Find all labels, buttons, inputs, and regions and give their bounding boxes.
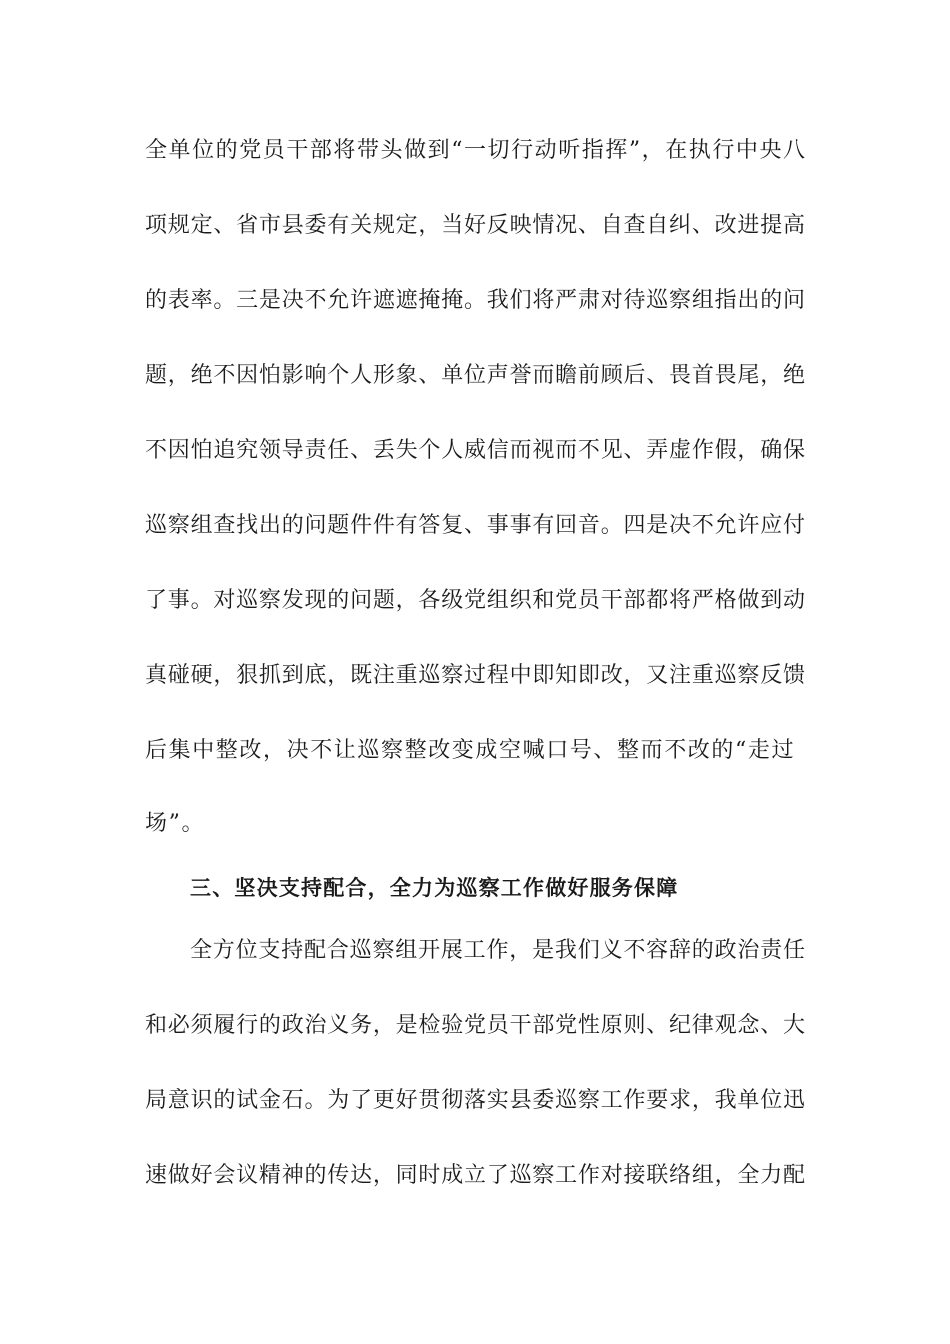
text-line: 题，绝不因怕影响个人形象、单位声誉而瞻前顾后、畏首畏尾，绝 <box>145 363 805 388</box>
text-line: 场”。 <box>145 811 206 836</box>
text-line: 速做好会议精神的传达，同时成立了巡察工作对接联络组，全力配 <box>145 1163 805 1188</box>
section-heading: 三、坚决支持配合，全力为巡察工作做好服务保障 <box>190 876 679 900</box>
text-line: 局意识的试金石。为了更好贯彻落实县委巡察工作要求，我单位迅 <box>145 1088 805 1113</box>
text-line: 的表率。三是决不允许遮遮掩掩。我们将严肃对待巡察组指出的问 <box>145 288 805 313</box>
text-line: 不因怕追究领导责任、丢失个人威信而视而不见、弄虚作假，确保 <box>145 438 805 463</box>
text-line: 了事。对巡察发现的问题，各级党组织和党员干部都将严格做到动 <box>145 588 805 613</box>
text-line: 和必须履行的政治义务，是检验党员干部党性原则、纪律观念、大 <box>145 1013 805 1038</box>
text-line: 项规定、省市县委有关规定，当好反映情况、自查自纠、改进提高 <box>145 213 805 238</box>
text-line: 巡察组查找出的问题件件有答复、事事有回音。四是决不允许应付 <box>145 513 805 538</box>
text-line: 真碰硬，狠抓到底，既注重巡察过程中即知即改，又注重巡察反馈 <box>145 663 805 688</box>
text-line: 后集中整改，决不让巡察整改变成空喊口号、整而不改的“走过 <box>145 738 796 763</box>
text-line: 全单位的党员干部将带头做到“一切行动听指挥”，在执行中央八 <box>145 138 805 163</box>
text-line: 全方位支持配合巡察组开展工作，是我们义不容辞的政治责任 <box>190 938 805 963</box>
